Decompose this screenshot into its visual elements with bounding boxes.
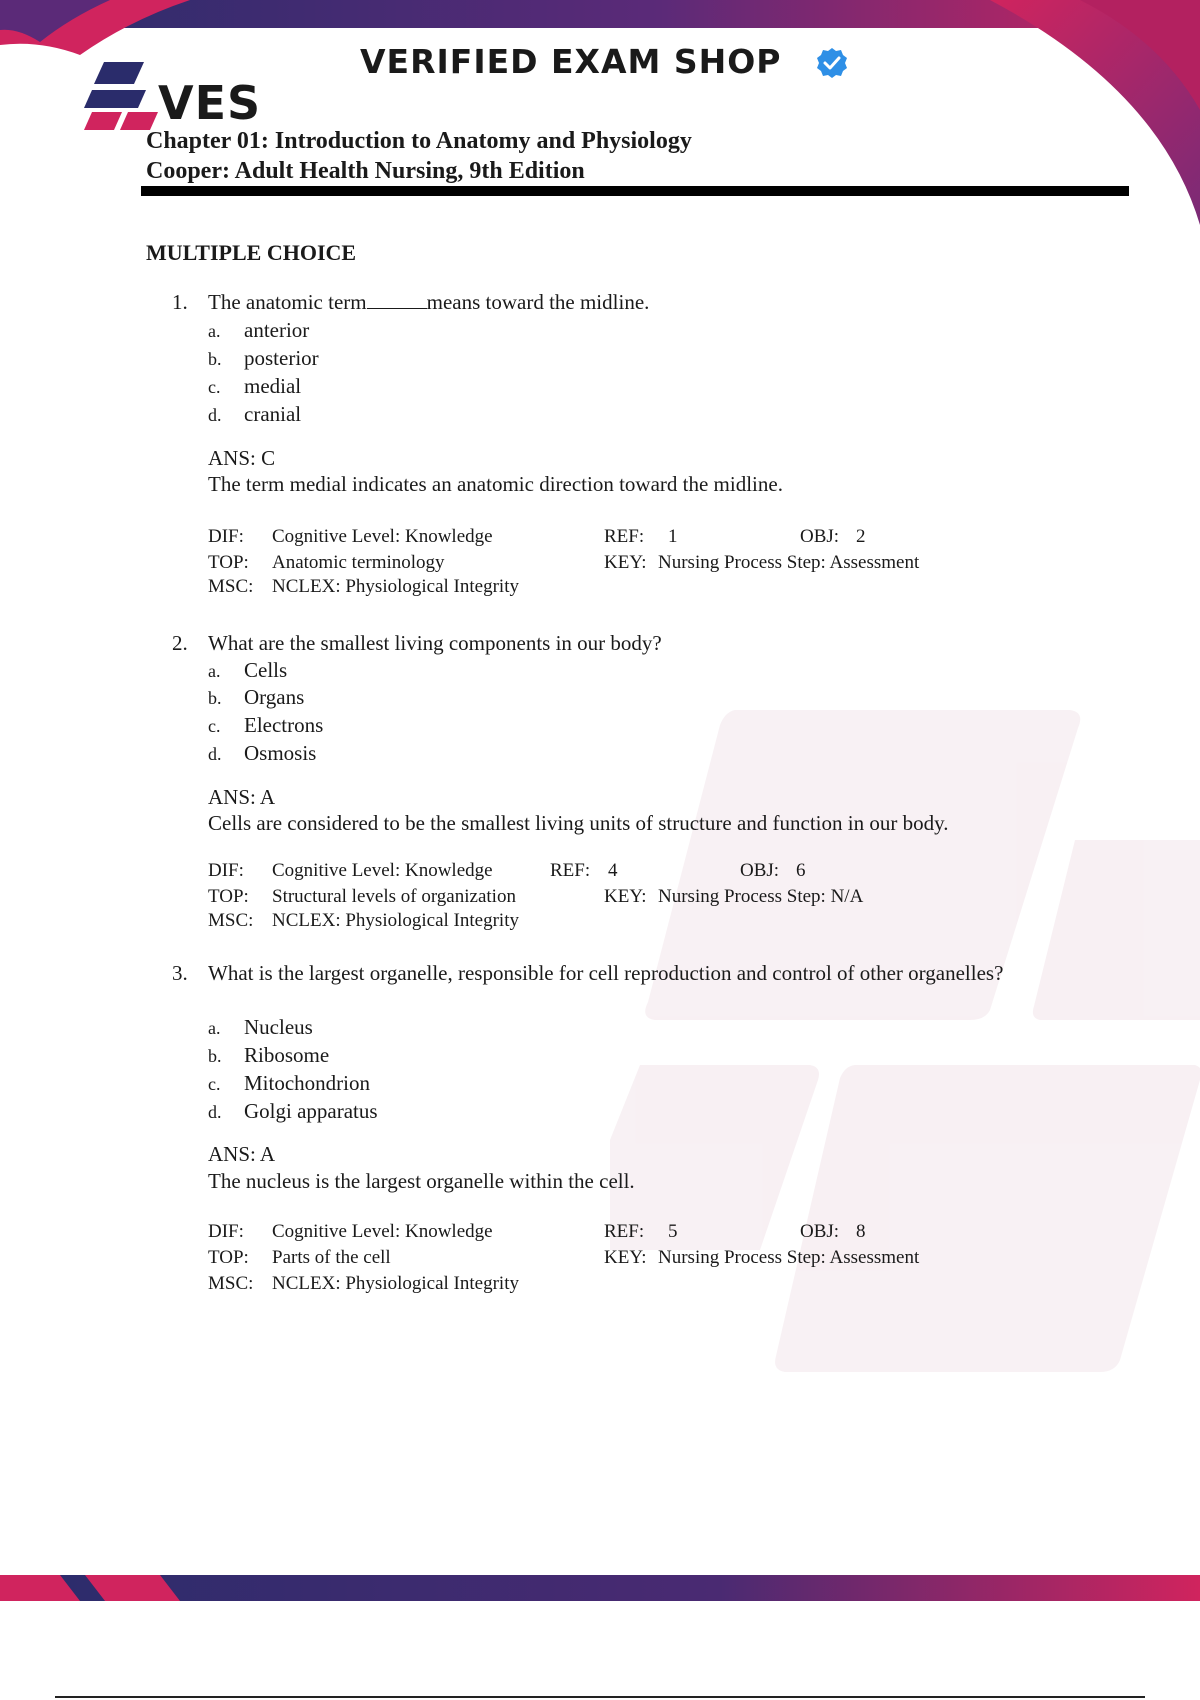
option [208,1015,313,1040]
option-text: Ribosome [244,1043,330,1067]
option-letter: b. [208,349,222,369]
msc-label: MSC: [208,576,254,597]
top-value: Structural levels of organization [272,886,516,907]
dif-meta [208,860,493,882]
option-text: Electrons [244,713,324,737]
key-meta [604,1247,919,1269]
obj-meta [800,1221,866,1243]
key-label: KEY: [604,886,647,907]
question-number: 1. [172,290,188,314]
option-letter: a. [208,1018,221,1038]
option-text: Nucleus [244,1015,313,1039]
question-number: 2. [172,631,188,655]
option-text: Golgi apparatus [244,1099,378,1123]
ref-value: 1 [668,526,678,547]
option [208,658,287,683]
ref-value: 5 [668,1221,678,1242]
key-value: Nursing Process Step: Assessment [658,1247,920,1268]
dif-value: Cognitive Level: Knowledge [272,1221,493,1242]
key-value: Nursing Process Step: N/A [658,886,864,907]
option-letter: c. [208,716,221,736]
dif-label: DIF: [208,526,244,547]
answer-key: ANS: C [208,446,276,470]
top-label: TOP: [208,1247,249,1268]
msc-meta [208,910,519,932]
option-letter: b. [208,688,222,708]
dif-label: DIF: [208,1221,244,1242]
option [208,741,316,766]
footer-divider [55,1696,1145,1698]
msc-meta [208,1273,519,1295]
option-letter: b. [208,1046,222,1066]
question-text-start: The anatomic term [208,290,367,314]
brand-title: VERIFIED EXAM SHOP [360,42,782,81]
logo-text: VES [158,76,262,130]
option-letter: a. [208,661,221,681]
obj-meta [800,526,866,548]
question-text: What are the smallest living components in our body? [208,631,662,655]
verified-check-icon [815,46,849,80]
option-letter: c. [208,377,221,397]
option-text: Cells [244,658,288,682]
option-text: cranial [244,402,302,426]
ref-label: REF: [550,860,591,881]
obj-label: OBJ: [800,1221,840,1242]
rationale: Cells are considered to be the smallest living units of structure and function in our body. [208,811,949,835]
option [208,374,301,399]
top-meta [208,552,445,574]
option [208,713,323,738]
option-text: Osmosis [244,741,317,765]
key-label: KEY: [604,1247,647,1268]
top-meta [208,1247,391,1269]
obj-meta [740,860,806,882]
book-title: Cooper: Adult Health Nursing, 9th Edition [146,158,585,184]
option [208,402,301,427]
key-value: Nursing Process Step: Assessment [658,552,920,573]
obj-value: 8 [856,1221,866,1242]
question-text [208,288,1068,316]
answer-key: ANS: A [208,1142,276,1166]
msc-label: MSC: [208,1273,254,1294]
option [208,346,319,371]
option-letter: c. [208,1074,221,1094]
option-text: anterior [244,318,310,342]
rationale: The nucleus is the largest organelle within the cell. [208,1169,635,1193]
footer-decoration [0,1570,1200,1610]
top-meta [208,886,516,908]
top-value: Parts of the cell [272,1247,391,1268]
dif-meta [208,526,493,548]
dif-value: Cognitive Level: Knowledge [272,526,493,547]
option [208,1043,329,1068]
obj-label: OBJ: [800,526,840,547]
obj-value: 6 [796,860,806,881]
msc-value: NCLEX: Physiological Integrity [272,1273,519,1294]
top-label: TOP: [208,886,249,907]
ref-meta [604,1221,678,1243]
option [208,1071,370,1096]
ref-meta [550,860,618,882]
option [208,685,304,710]
obj-label: OBJ: [740,860,780,881]
option-letter: d. [208,405,222,425]
dif-value: Cognitive Level: Knowledge [272,860,493,881]
ref-value: 4 [608,860,618,881]
option-letter: a. [208,321,221,341]
option [208,1099,378,1124]
question-number: 3. [172,961,188,985]
key-meta [604,552,919,574]
section-heading: MULTIPLE CHOICE [146,240,357,265]
msc-value: NCLEX: Physiological Integrity [272,576,519,597]
option-text: posterior [244,346,319,370]
dif-label: DIF: [208,860,244,881]
option [208,318,309,343]
option-text: Organs [244,685,305,709]
obj-value: 2 [856,526,866,547]
answer-blank [367,290,427,309]
ref-label: REF: [604,526,645,547]
key-label: KEY: [604,552,647,573]
top-value: Anatomic terminology [272,552,445,573]
msc-label: MSC: [208,910,254,931]
title-divider [141,186,1129,196]
option-letter: d. [208,744,222,764]
dif-meta [208,1221,493,1243]
rationale: The term medial indicates an anatomic direction toward the midline. [208,472,783,496]
msc-meta [208,576,519,598]
msc-value: NCLEX: Physiological Integrity [272,910,519,931]
option-text: Mitochondrion [244,1071,370,1095]
chapter-title: Chapter 01: Introduction to Anatomy and Physiology [146,128,692,154]
question-text: What is the largest organelle, responsible for cell reproduction and control of other organelles? [208,961,1004,985]
answer-key: ANS: A [208,785,276,809]
ref-label: REF: [604,1221,645,1242]
top-label: TOP: [208,552,249,573]
option-letter: d. [208,1102,222,1122]
key-meta [604,886,863,908]
option-text: medial [244,374,302,398]
question-text-end: means toward the midline. [426,290,650,314]
ref-meta [604,526,678,548]
